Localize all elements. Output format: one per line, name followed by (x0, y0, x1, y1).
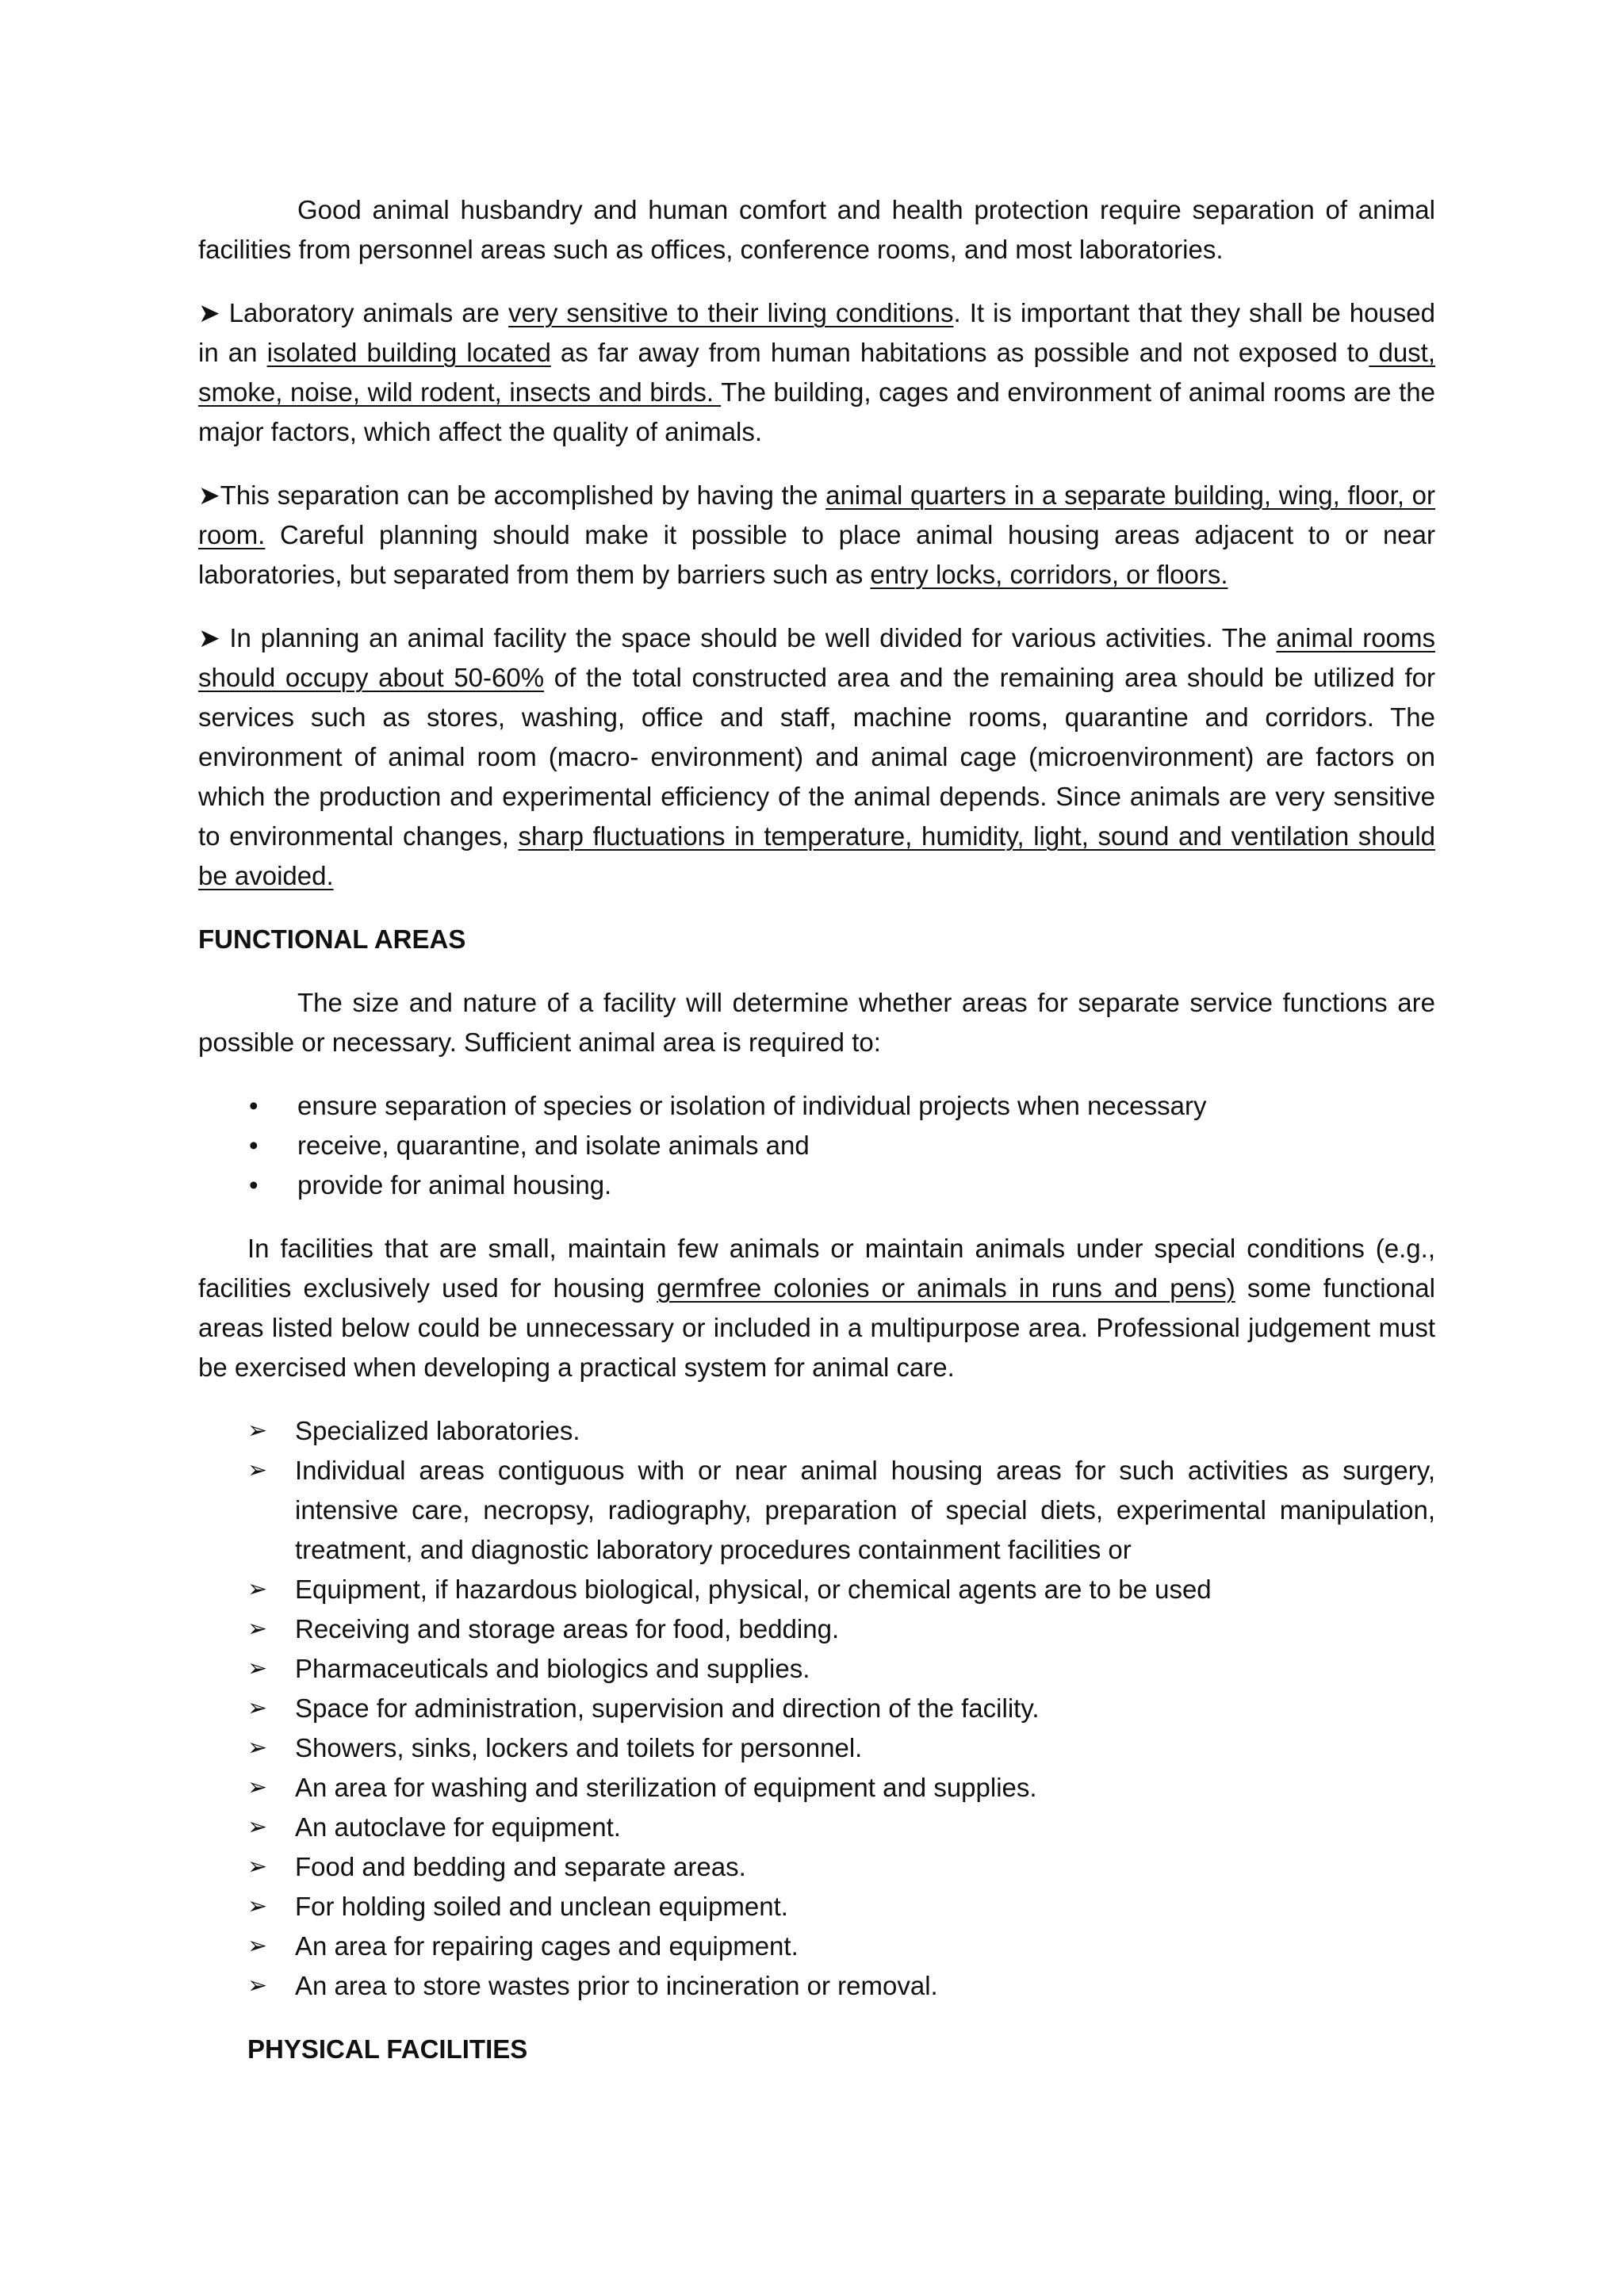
arrow-marker: ➤ (198, 623, 220, 652)
arrow-bullet-icon: ➢ (247, 1575, 268, 1603)
functional-intro-paragraph: The size and nature of a facility will determine whether areas for separate service functions are possible or necessary. Sufficient animal area is required to: (198, 988, 1435, 1057)
arrow-bullet-icon: ➢ (247, 1694, 268, 1722)
list-item: • provide for animal housing. (198, 1165, 1435, 1205)
intro-paragraph: Good animal husbandry and human comfort and health protection require separation of animal facilities from personnel areas such as offices, conference rooms, and most laboratories. (198, 195, 1435, 264)
heading-physical-facilities: PHYSICAL FACILITIES (247, 2034, 528, 2064)
list-item: • ensure separation of species or isolation of individual projects when necessary (198, 1086, 1435, 1126)
underlined-text: isolated building located (266, 338, 551, 367)
arrow-marker: ➤ (198, 298, 220, 327)
arrow-marker: ➤ (198, 480, 220, 510)
list-item: ➢ Receiving and storage areas for food, bedding. (198, 1609, 1435, 1649)
underlined-text: germfree colonies or animals in runs and pens) (657, 1273, 1235, 1303)
arrow-bullet-icon: ➢ (247, 1417, 268, 1445)
arrow-bullet-icon: ➢ (247, 1972, 268, 1999)
paragraph-separation: ➤This separation can be accomplished by having the animal quarters in a separate building, wing, floor, or room. Careful planning should make it possible to place animal housing areas adjacent to or near laboratories, but separated from them by barriers such as entry locks, corridors, or floors. (198, 480, 1435, 589)
underlined-text: animal quarters in a separate building, wing, floor, or room. (198, 480, 1435, 549)
list-item: ➢ Pharmaceuticals and biologics and supplies. (198, 1649, 1435, 1689)
document-body (198, 190, 1435, 2093)
list-item: ➢ Food and bedding and separate areas. (198, 1847, 1435, 1887)
list-item: • receive, quarantine, and isolate animals and (198, 1126, 1435, 1165)
paragraph-planning: ➤ In planning an animal facility the space should be well divided for various activities. The animal rooms should occupy about 50-60% of the total constructed area and the remaining area should be utilized for services such as stores, washing, office and staff, machine rooms, quarantine and corridors. The environment of animal room (macro- environment) and animal cage (microenvironment) are factors on which the production and experimental efficiency of the animal depends. Since animals are very sensitive to environmental changes, sharp fluctuations in temperature, humidity, light, sound and ventilation should be avoided. (198, 623, 1436, 890)
arrow-bullet-icon: ➢ (247, 1655, 268, 1682)
underlined-text: animal rooms should occupy about 50-60% (198, 623, 1435, 692)
list-item: ➢ Showers, sinks, lockers and toilets for personnel. (198, 1728, 1435, 1768)
arrow-bullet-icon: ➢ (247, 1774, 268, 1801)
bullet-icon: • (249, 1131, 259, 1160)
list-item: ➢ For holding soiled and unclean equipment. (198, 1887, 1435, 1927)
list-item: ➢ An area for repairing cages and equipment. (198, 1927, 1435, 1966)
bullet-list (198, 1086, 1435, 1205)
list-item: ➢ Space for administration, supervision and direction of the facility. (198, 1689, 1435, 1728)
paragraph-small-facilities: In facilities that are small, maintain few animals or maintain animals under special conditions (e.g., facilities exclusively used for housing germfree colonies or animals in runs and pens) some functional areas listed below could be unnecessary or included in a multipurpose area. Professional judgement must be exercised when developing a practical system for animal care. (198, 1234, 1435, 1382)
list-item: ➢ Individual areas contiguous with or near animal housing areas for such activities as surgery, intensive care, necropsy, radiography, preparation of special diets, experimental manipulation, treatment, and diagnostic laboratory procedures containment facilities or (198, 1451, 1435, 1570)
bullet-icon: • (249, 1170, 259, 1200)
arrow-bullet-icon: ➢ (247, 1734, 268, 1762)
arrow-bullet-icon: ➢ (247, 1853, 268, 1881)
arrow-list (198, 1411, 1435, 2006)
list-item: ➢ An autoclave for equipment. (198, 1808, 1435, 1847)
list-item: ➢ An area for washing and sterilization of equipment and supplies. (198, 1768, 1435, 1808)
underlined-text: entry locks, corridors, or floors. (870, 560, 1228, 589)
arrow-bullet-icon: ➢ (247, 1456, 268, 1484)
arrow-bullet-icon: ➢ (247, 1892, 268, 1920)
list-item: ➢ An area to store wastes prior to incineration or removal. (198, 1966, 1435, 2006)
underlined-text: very sensitive to their living conditions (508, 298, 954, 327)
underlined-text: dust, smoke, noise, wild rodent, insects and birds. (198, 338, 1436, 407)
heading-functional-areas: FUNCTIONAL AREAS (198, 924, 466, 954)
arrow-bullet-icon: ➢ (247, 1813, 268, 1841)
arrow-bullet-icon: ➢ (247, 1932, 268, 1960)
list-item: ➢ Specialized laboratories. (198, 1411, 1435, 1451)
list-item: ➢ Equipment, if hazardous biological, physical, or chemical agents are to be used (198, 1570, 1435, 1609)
underlined-text: sharp fluctuations in temperature, humidity, light, sound and ventilation should be avoided. (198, 821, 1436, 890)
bullet-icon: • (249, 1091, 259, 1120)
paragraph-living-conditions: ➤ Laboratory animals are very sensitive to their living conditions. It is important that they shall be housed in an isolated building located as far away from human habitations as possible and not exposed to dust, smoke, noise, wild rodent, insects and birds. The building, cages and environment of animal rooms are the major factors, which affect the quality of animals. (198, 298, 1436, 446)
arrow-bullet-icon: ➢ (247, 1615, 268, 1643)
